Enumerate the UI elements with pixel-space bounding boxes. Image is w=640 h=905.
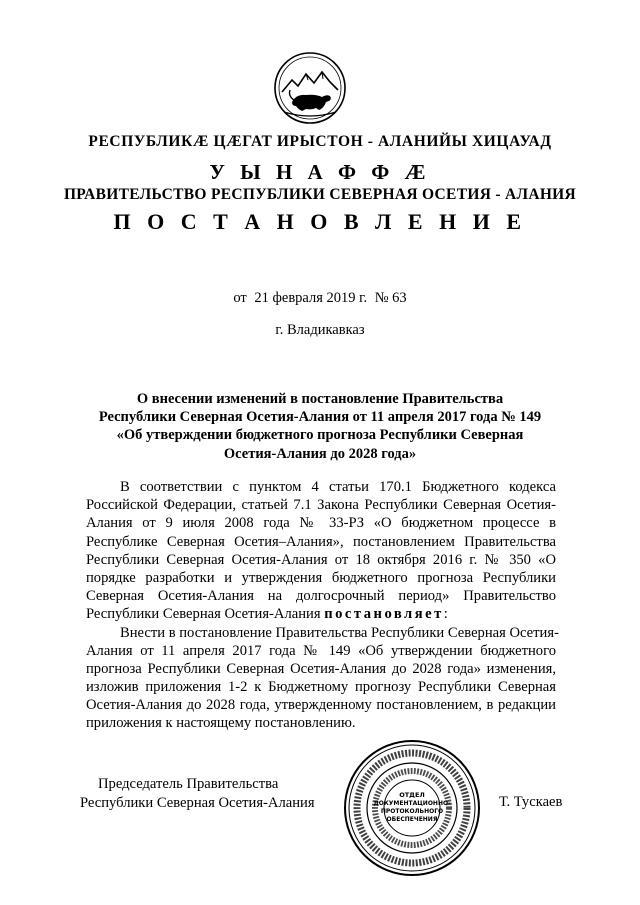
body-text: Республики Северная Осетия-Алания (86, 606, 325, 623)
document-body (86, 478, 559, 733)
date-prefix: от (233, 290, 247, 306)
stamp-text: ПРОТОКОЛЬНОГО (380, 808, 444, 815)
document-type-heading: П О С Т А Н О В Л Е Н И Е (113, 209, 527, 234)
official-stamp (342, 738, 482, 878)
stamp-text: ОБЕСПЕЧЕНИЯ (386, 816, 438, 823)
body-line: В соответствии с пунктом 4 статьи 170.1 Бюджетного кодекса (120, 479, 556, 495)
body-line: изложив приложения 1-2 к Бюджетному прогнозу Республики Северная (86, 679, 556, 696)
body-line: Алания от 11 апреля 2017 года № 149 «Об утверждении бюджетного (86, 642, 556, 659)
document-title (84, 390, 556, 463)
body-line: порядке разработки и утверждения бюджетного прогноза Республики (86, 569, 556, 586)
body-line: Северная Осетия-Алания на долгосрочный период» Правительство (86, 588, 556, 605)
title-line: Осетия-Алания до 2028 года» (223, 445, 417, 462)
header-russian-government: ПРАВИТЕЛЬСТВО РЕСПУБЛИКИ СЕВЕРНАЯ ОСЕТИЯ - АЛАНИЯ (63, 186, 577, 203)
body-line: Внести в постановление Правительства Республики Северная Осетия- (120, 624, 559, 641)
body-line: Алания от 9 июля 2008 года № 33-РЗ «О бюджетном процессе в (86, 515, 556, 532)
body-text: : (443, 606, 448, 623)
body-line: Республике Северная Осетия–Алания», постановлением Правительства (86, 533, 556, 550)
stamp-text: ДОКУМЕНТАЦИОННО- (373, 800, 451, 807)
title-line: «Об утверждении бюджетного прогноза Республики Северная (116, 427, 524, 444)
decree-keyword: постановляет (324, 606, 444, 623)
signatory-position-line: Республики Северная Осетия-Алания (80, 794, 315, 811)
date-line (0, 290, 640, 307)
body-line: прогноза Республики Северная Осетия-Алания до 2028 года» изменения, (86, 660, 556, 677)
stamp-text: ОТДЕЛ (399, 791, 425, 799)
body-line (86, 605, 556, 623)
body-line: Российской Федерации, статьей 7.1 Закона Республики Северная Осетия- (86, 497, 556, 514)
title-line: Республики Северная Осетия-Алания от 11 апреля 2017 года № 149 (98, 409, 542, 426)
body-line: Осетия-Алания до 2028 года, утвержденному постановлением, в редакции (86, 697, 556, 714)
title-line: О внесении изменений в постановление Правительства (136, 391, 504, 407)
body-line: приложения к настоящему постановлению. (86, 715, 356, 732)
document-number: № 63 (374, 290, 407, 306)
document-date: 21 февраля 2019 г. (254, 290, 368, 306)
body-line: Республики Северная Осетия-Алания от 18 октября 2016 г. № 350 «О (86, 551, 556, 568)
coat-of-arms-emblem (272, 50, 348, 126)
signatory-position-line: Председатель Правительства (98, 776, 279, 792)
signatory-position (80, 775, 315, 812)
signatory-name: Т. Тускаев (499, 794, 563, 810)
document-city: г. Владикавказ (275, 322, 365, 338)
header-ossetian-doc-type: У Ы Н А Ф Ф Æ (209, 160, 431, 184)
header-ossetian-government: РЕСПУБЛИКÆ ЦÆГАТ ИРЫСТОН - АЛАНИЙЫ ХИЦАУАД (88, 133, 552, 150)
